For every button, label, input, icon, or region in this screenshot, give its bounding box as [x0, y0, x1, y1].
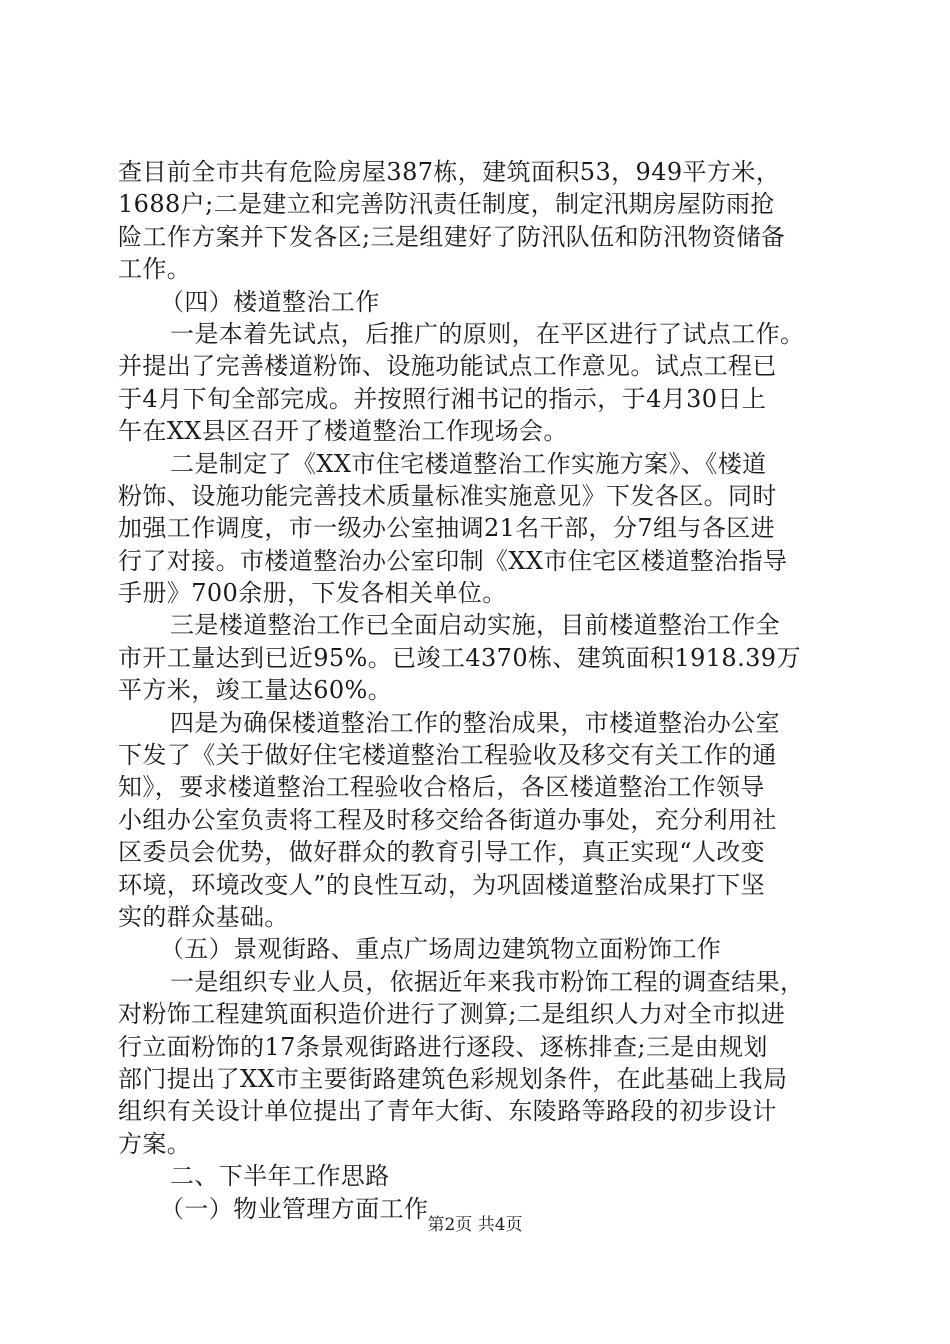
text-line: 部门提出了XX市主要街路建筑色彩规划条件，在此基础上我局	[118, 1064, 788, 1093]
text-line: 小组办公室负责将工程及时移交给各街道办事处，充分利用社	[118, 805, 777, 834]
text-line: 于4月下旬全部完成。并按照行湘书记的指示，于4月30日上	[118, 384, 767, 413]
section-heading: 二、下半年工作思路	[170, 1162, 390, 1191]
text-line: 行立面粉饰的17条景观街路进行逐段、逐栋排查;三是由规划	[118, 1032, 768, 1061]
text-line: 四是为确保楼道整治工作的整治成果，市楼道整治办公室	[170, 708, 780, 737]
text-line: 实的群众基础。	[118, 902, 289, 931]
text-line: 三是楼道整治工作已全面启动实施，目前楼道整治工作全	[170, 611, 780, 640]
text-line: 加强工作调度，市一级办公室抽调21名干部，分7组与各区进	[118, 514, 776, 543]
text-line: 对粉饰工程建筑面积造价进行了测算;二是组织人力对全市拟进	[118, 1000, 786, 1029]
text-line: 午在XX县区召开了楼道整治工作现场会。	[118, 417, 568, 446]
text-line: 组织有关设计单位提出了青年大街、东陵路等路段的初步设计	[118, 1097, 777, 1126]
text-line: 方案。	[118, 1129, 192, 1158]
text-line: 下发了《关于做好住宅楼道整治工程验收及移交有关工作的通	[118, 741, 777, 770]
text-line: 市开工量达到已近95%。已竣工4370栋、建筑面积1918.39万	[118, 643, 801, 672]
text-line: 查目前全市共有危险房屋387栋，建筑面积53，949平方米，	[118, 158, 781, 186]
document-body	[118, 156, 832, 1225]
section-heading: （五）景观街路、重点广场周边建筑物立面粉饰工作	[160, 935, 722, 964]
text-line: 粉饰、设施功能完善技术质量标准实施意见》下发各区。同时	[118, 481, 777, 510]
section-heading: （四）楼道整治工作	[160, 287, 380, 316]
text-line: 1688户;二是建立和完善防汛责任制度，制定汛期房屋防雨抢	[118, 190, 775, 219]
text-line: 知》，要求楼道整治工程验收合格后，各区楼道整治工作领导	[118, 773, 765, 802]
text-line: 区委员会优势，做好群众的教育引导工作，真正实现“人改变	[118, 838, 766, 867]
section-heading: （一）物业管理方面工作	[160, 1194, 429, 1223]
text-line: 工作。	[118, 255, 192, 284]
page-number-footer: 第2页 共4页	[427, 1215, 523, 1235]
text-line: 平方米，竣工量达60%。	[118, 676, 393, 705]
text-line: 环境，环境改变人”的良性互动，为巩固楼道整治成果打下坚	[118, 870, 766, 899]
text-line: 二是制定了《XX市住宅楼道整治工作实施方案》、《楼道	[170, 449, 767, 478]
text-line: 一是组织专业人员，依据近年来我市粉饰工程的调查结果，	[170, 967, 805, 996]
text-line: 手册》700余册，下发各相关单位。	[118, 579, 507, 608]
text-line: 并提出了完善楼道粉饰、设施功能试点工作意见。试点工程已	[118, 352, 777, 381]
text-line: 行了对接。市楼道整治办公室印制《XX市住宅区楼道整治指导	[118, 546, 788, 575]
text-line: 险工作方案并下发各区;三是组建好了防汛队伍和防汛物资储备	[118, 222, 786, 251]
text-line: 一是本着先试点，后推广的原则，在平区进行了试点工作。	[170, 319, 805, 348]
